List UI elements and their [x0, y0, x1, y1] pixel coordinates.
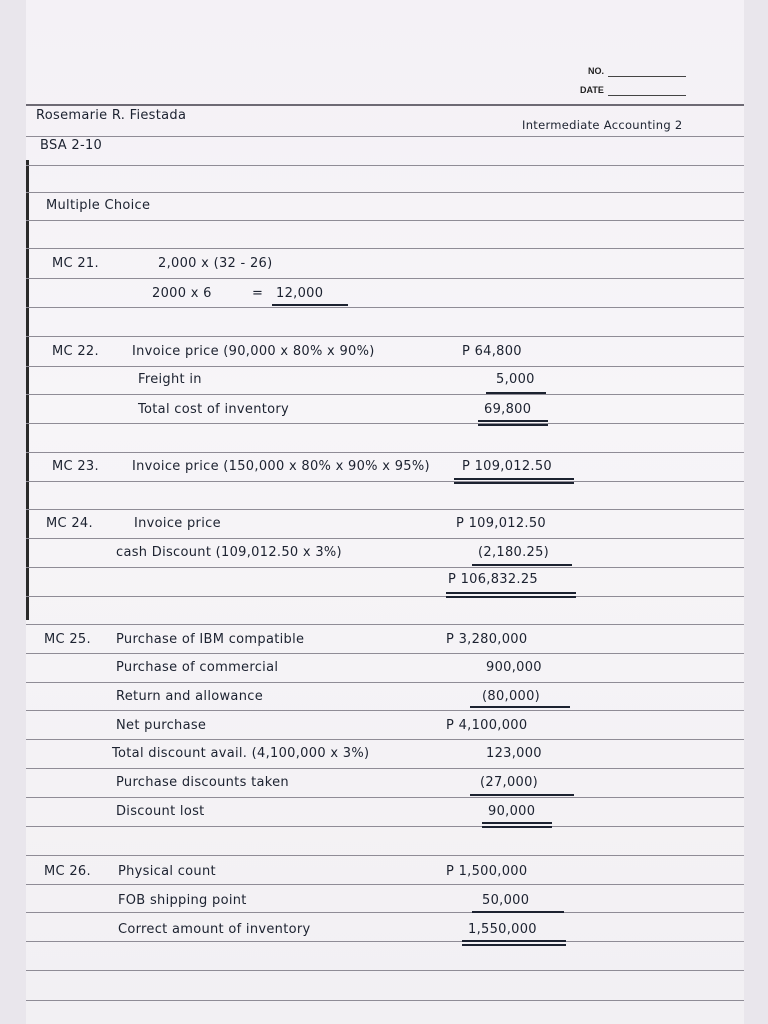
- mc25-row-amount: P 3,280,000: [446, 632, 528, 647]
- mc23-double-underline: [454, 482, 574, 484]
- mc25-underline: [470, 794, 574, 796]
- mc25-row-amount: 123,000: [486, 746, 542, 761]
- mc25-row-label: Net purchase: [116, 718, 207, 733]
- no-label: NO.: [588, 66, 605, 76]
- mc25-row-amount: (80,000): [482, 689, 541, 704]
- rule-line: [26, 624, 744, 625]
- mc26-underline: [472, 911, 564, 913]
- mc25-row-amount: 900,000: [486, 660, 542, 675]
- rule-line: [26, 278, 744, 279]
- rule-line: [26, 768, 744, 769]
- rule-line: [26, 423, 744, 424]
- mc23-label: Invoice price (150,000 x 80% x 90% x 95%): [132, 459, 430, 474]
- rule-line: [26, 826, 744, 827]
- mc24-double-underline: [446, 596, 576, 598]
- rule-line: [26, 192, 744, 193]
- rule-line: [26, 538, 744, 539]
- rule-line: [26, 855, 744, 856]
- rule-line: [26, 710, 744, 711]
- mc25-row-amount: (27,000): [480, 775, 539, 790]
- student-name: Rosemarie R. Fiestada: [36, 108, 187, 123]
- mc26-row-amount: P 1,500,000: [446, 864, 528, 879]
- student-section: BSA 2-10: [40, 138, 103, 153]
- page-edge-shadow: [26, 160, 29, 620]
- rule-line: [26, 970, 744, 971]
- date-label: DATE: [580, 85, 604, 95]
- mc26-row-label: Physical count: [118, 864, 216, 879]
- date-line: [608, 95, 686, 96]
- mc26-double-underline: [462, 944, 566, 946]
- rule-line: [26, 481, 744, 482]
- mc25-row-label: Discount lost: [116, 804, 205, 819]
- rule-line: [26, 884, 744, 885]
- rule-line: [26, 165, 744, 166]
- mc26-double-underline: [462, 940, 566, 942]
- mc25-row-amount: P 4,100,000: [446, 718, 528, 733]
- rule-line: [26, 452, 744, 453]
- rule-line: [26, 136, 744, 137]
- mc21-line1: 2,000 x (32 - 26): [158, 256, 273, 271]
- mc22-double-underline: [478, 420, 548, 422]
- rule-line: [26, 596, 744, 597]
- rule-line: [26, 797, 744, 798]
- rule-line: [26, 739, 744, 740]
- rule-line: [26, 307, 744, 308]
- rule-line: [26, 1000, 744, 1001]
- mc26-row-label: FOB shipping point: [118, 893, 247, 908]
- mc25-double-underline: [482, 826, 552, 828]
- mc25-double-underline: [482, 822, 552, 824]
- no-line: [608, 76, 686, 77]
- mc26-row-amount: 1,550,000: [468, 922, 537, 937]
- mc21-underline: [272, 304, 348, 306]
- mc21-line2-left: 2000 x 6: [152, 286, 212, 301]
- mc25-row-label: Purchase of IBM compatible: [116, 632, 305, 647]
- rule-line: [26, 912, 744, 913]
- mc22-row-amount: 69,800: [484, 402, 532, 417]
- mc24-row-amount: P 106,832.25: [448, 572, 539, 587]
- rule-line: [26, 653, 744, 654]
- mc22-number: MC 22.: [52, 344, 99, 359]
- mc21-result: 12,000: [276, 286, 324, 301]
- mc25-underline: [470, 706, 570, 708]
- mc21-equals: =: [252, 286, 264, 301]
- rule-line: [26, 682, 744, 683]
- mc22-row-label: Total cost of inventory: [138, 402, 290, 417]
- mc23-double-underline: [454, 478, 574, 480]
- rule-line: [26, 394, 744, 395]
- rule-line: [26, 104, 744, 106]
- mc24-row-label: cash Discount (109,012.50 x 3%): [116, 545, 342, 560]
- mc25-row-label: Purchase discounts taken: [116, 775, 289, 790]
- mc23-number: MC 23.: [52, 459, 99, 474]
- mc25-row-label: Return and allowance: [116, 689, 263, 704]
- rule-line: [26, 941, 744, 942]
- mc24-row-amount: (2,180.25): [478, 545, 550, 560]
- rule-line: [26, 366, 744, 367]
- mc24-row-amount: P 109,012.50: [456, 516, 547, 531]
- mc22-row-amount: P 64,800: [462, 344, 522, 359]
- mc24-double-underline: [446, 592, 576, 594]
- rule-line: [26, 220, 744, 221]
- mc22-row-label: Freight in: [138, 372, 202, 387]
- rule-line: [26, 509, 744, 510]
- mc25-row-amount: 90,000: [488, 804, 536, 819]
- mc22-underline: [486, 392, 546, 394]
- mc26-number: MC 26.: [44, 864, 91, 879]
- mc25-number: MC 25.: [44, 632, 91, 647]
- course-title: Intermediate Accounting 2: [522, 118, 683, 132]
- mc23-amount: P 109,012.50: [462, 459, 553, 474]
- rule-line: [26, 336, 744, 337]
- rule-line: [26, 248, 744, 249]
- mc26-row-label: Correct amount of inventory: [118, 922, 311, 937]
- notebook-page: [26, 0, 744, 1024]
- mc24-row-label: Invoice price: [134, 516, 221, 531]
- section-title: Multiple Choice: [46, 198, 151, 213]
- mc24-underline: [472, 564, 572, 566]
- mc24-number: MC 24.: [46, 516, 93, 531]
- mc22-double-underline: [478, 424, 548, 426]
- mc25-row-label: Total discount avail. (4,100,000 x 3%): [112, 746, 370, 761]
- mc22-row-label: Invoice price (90,000 x 80% x 90%): [132, 344, 375, 359]
- mc21-number: MC 21.: [52, 256, 99, 271]
- mc26-row-amount: 50,000: [482, 893, 530, 908]
- mc25-row-label: Purchase of commercial: [116, 660, 279, 675]
- mc22-row-amount: 5,000: [496, 372, 535, 387]
- rule-line: [26, 567, 744, 568]
